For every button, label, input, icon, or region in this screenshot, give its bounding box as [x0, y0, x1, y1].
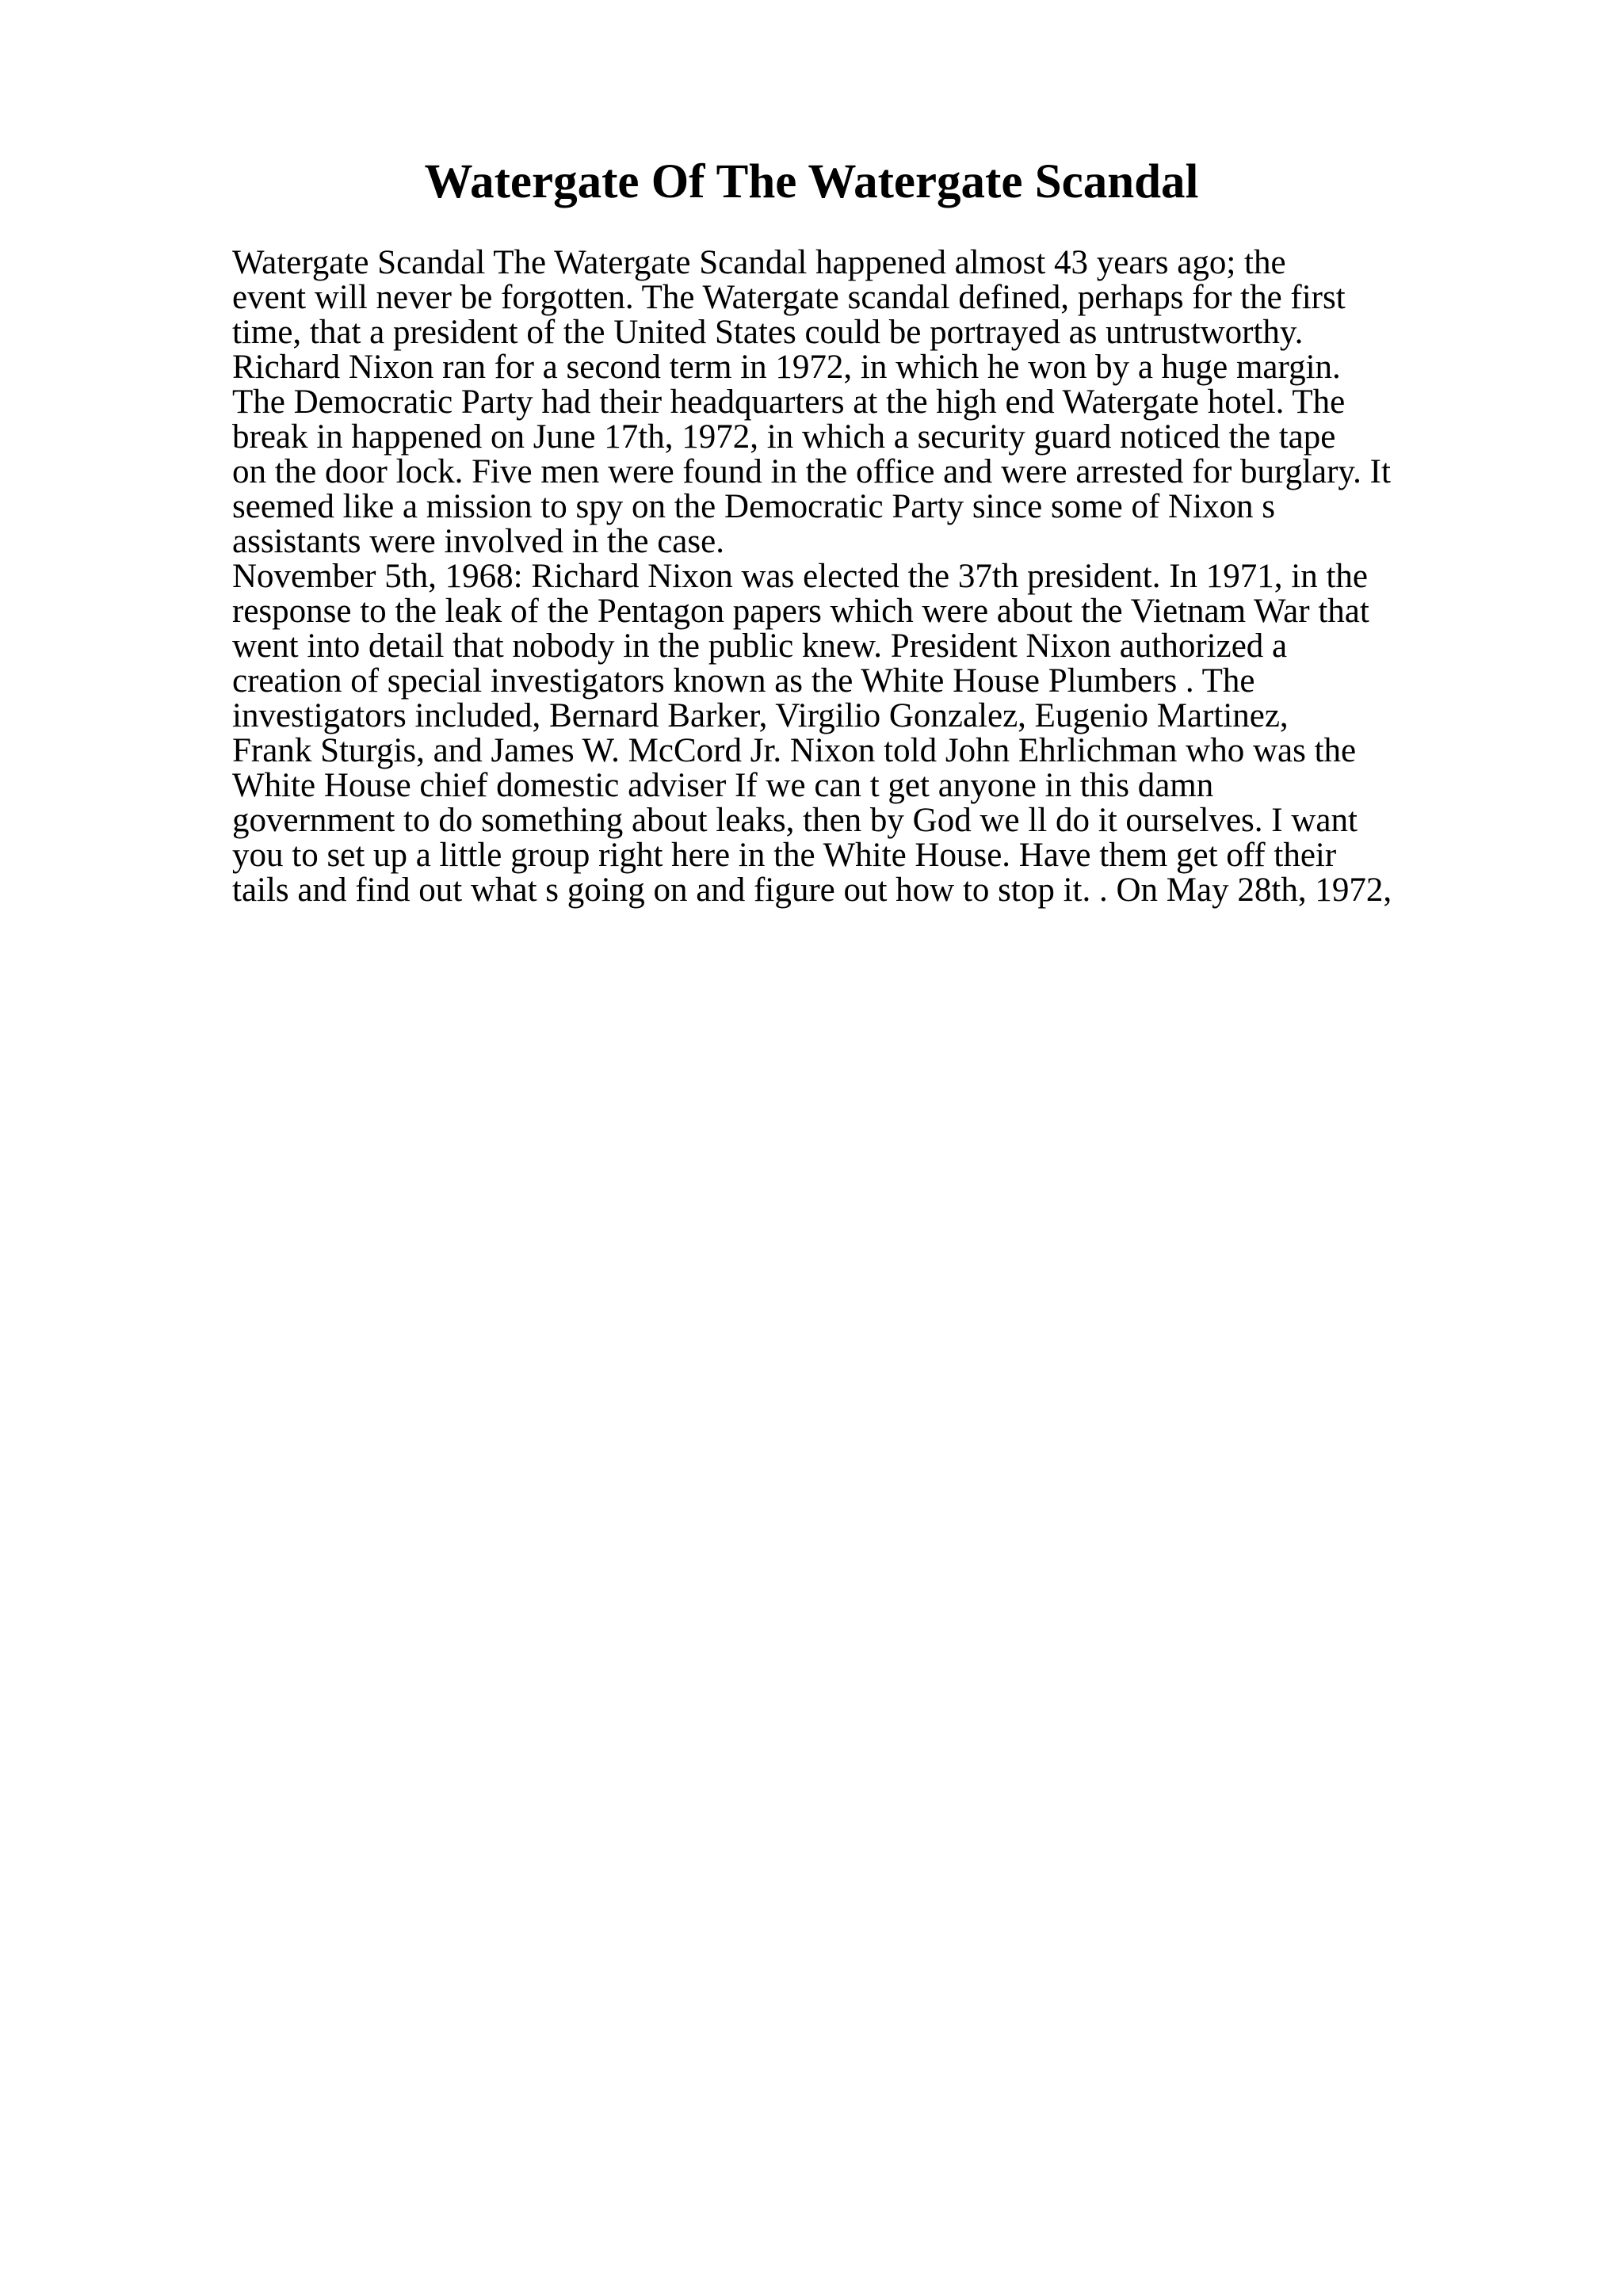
- body-line: went into detail that nobody in the public knew. President Nixon authorized a: [232, 627, 1288, 665]
- body-line: November 5th, 1968: Richard Nixon was elected the 37th president. In 1971, in the: [232, 558, 1369, 595]
- body-line: tails and find out what s going on and figure out how to stop it. . On May 28th, 1972,: [232, 871, 1392, 909]
- body-line: event will never be forgotten. The Watergate scandal defined, perhaps for the first: [232, 279, 1346, 316]
- body-line: Richard Nixon ran for a second term in 1972, in which he won by a huge margin.: [232, 349, 1341, 386]
- body-line: break in happened on June 17th, 1972, in which a security guard noticed the tape: [232, 418, 1336, 456]
- body-line: response to the leak of the Pentagon papers which were about the Vietnam War that: [232, 593, 1369, 630]
- body-line: seemed like a mission to spy on the Democratic Party since some of Nixon s: [232, 488, 1276, 525]
- body-line: investigators included, Bernard Barker, Virgilio Gonzalez, Eugenio Martinez,: [232, 697, 1289, 734]
- body-line: The Democratic Party had their headquarters at the high end Watergate hotel. The: [232, 383, 1346, 421]
- body-line: on the door lock. Five men were found in the office and were arrested for burglary. It: [232, 453, 1391, 490]
- body-line: time, that a president of the United States could be portrayed as untrustworthy.: [232, 314, 1304, 351]
- body-line: Watergate Scandal The Watergate Scandal happened almost 43 years ago; the: [232, 244, 1286, 281]
- body-line: assistants were involved in the case.: [232, 523, 724, 560]
- body-line: White House chief domestic adviser If we can t get anyone in this damn: [232, 767, 1214, 804]
- body-line: Frank Sturgis, and James W. McCord Jr. Nixon told John Ehrlichman who was the: [232, 732, 1357, 769]
- document-body: [232, 246, 1611, 908]
- body-line: creation of special investigators known as the White House Plumbers . The: [232, 662, 1255, 700]
- body-line: you to set up a little group right here in the White House. Have them get off their: [232, 837, 1337, 874]
- body-line: government to do something about leaks, then by God we ll do it ourselves. I want: [232, 802, 1358, 839]
- document-title: Watergate Of The Watergate Scandal: [424, 155, 1199, 208]
